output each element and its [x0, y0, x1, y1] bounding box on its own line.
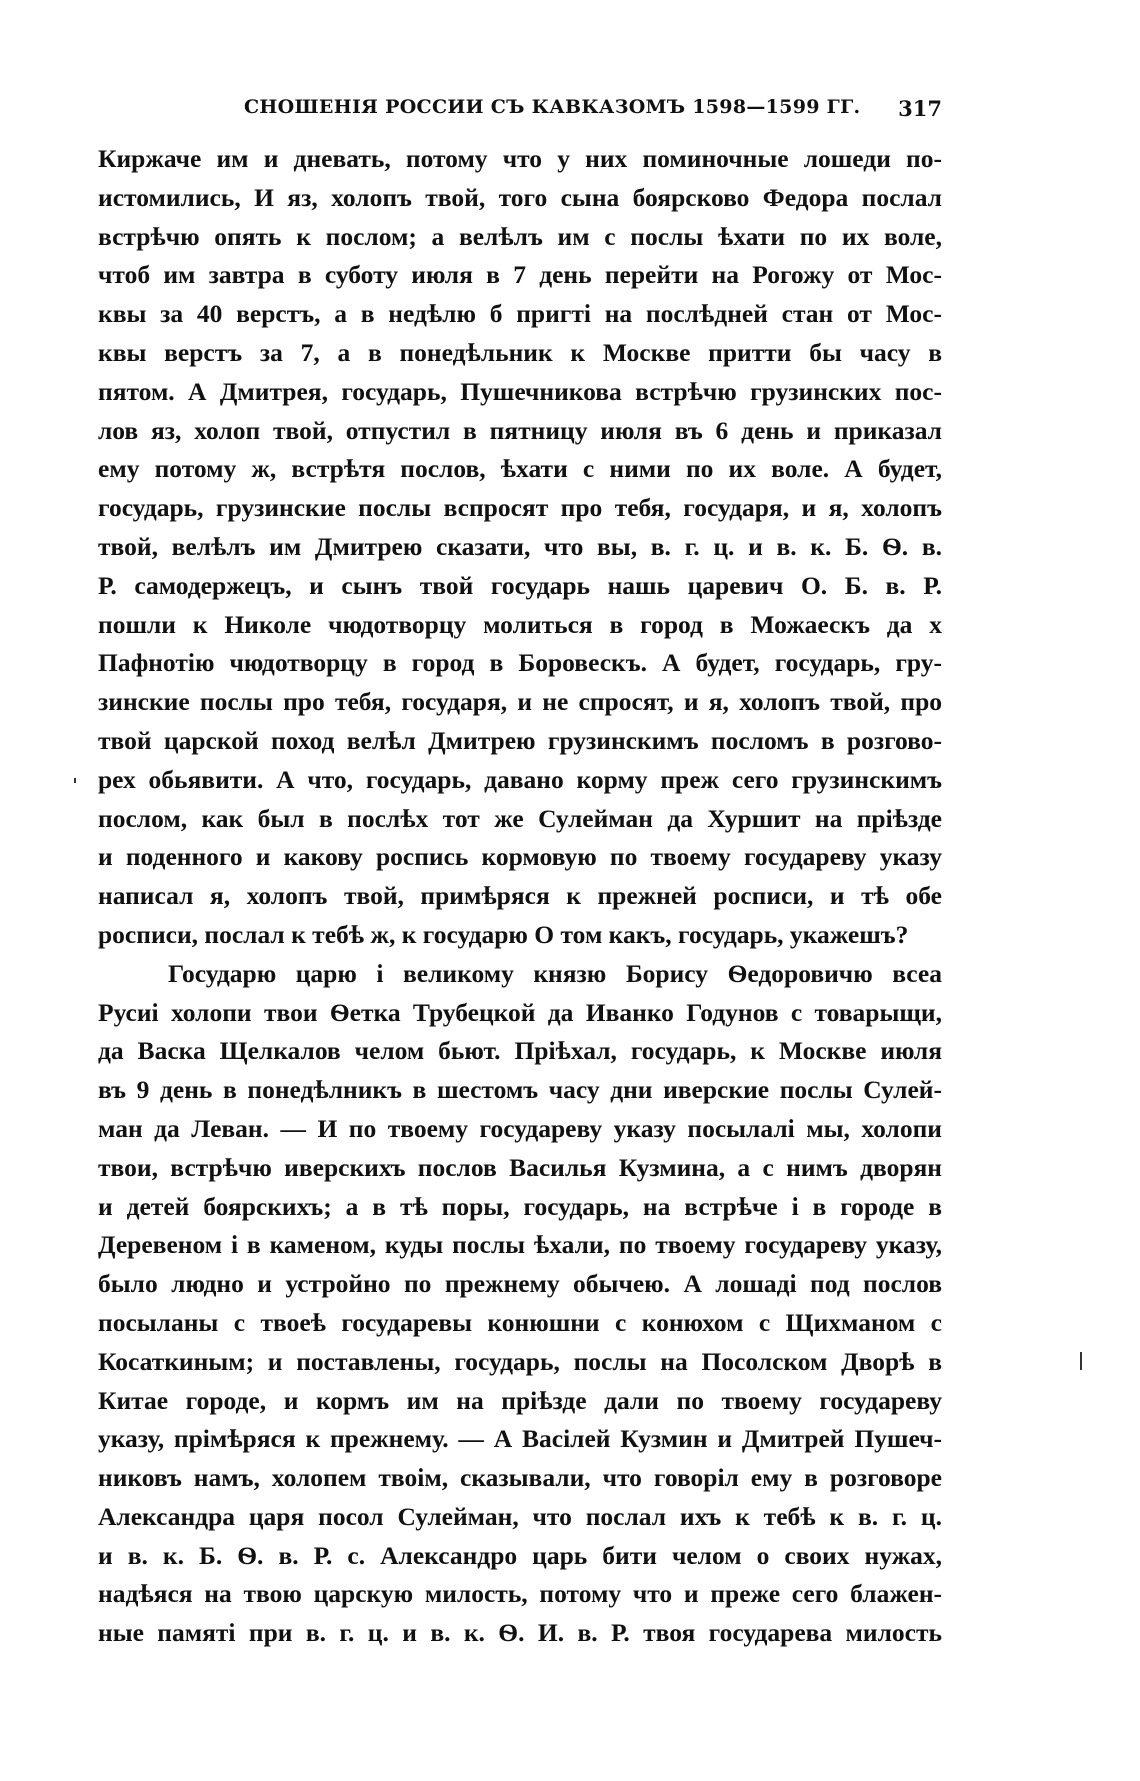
- text-line-13: пошли к Николе чюдотворцу молиться в город в Можаескъ да х: [98, 609, 942, 639]
- text-line-15: зинские послы про тебя, государя, и не спросят, и я, холопъ твой, про: [98, 687, 942, 717]
- text-line-27: твои, встрѣчю иверскихъ послов Василья Кузмина, а с нимъ дворян: [98, 1152, 942, 1182]
- text-line-5: квы за 40 верстъ, а в недѣлю б пригті на послѣдней стан от Мос-: [98, 299, 942, 329]
- text-line-6: квы верстъ за 7, а в понедѣльник к Москве притти бы часу в: [98, 337, 942, 367]
- text-line-25: въ 9 день в понедѣлникъ в шестомъ часу дни иверские послы Сулей-: [98, 1075, 942, 1105]
- text-line-7: пятом. А Дмитрея, государь, Пушечникова встрѣчю грузинских пос-: [98, 376, 942, 406]
- text-line-33: Китае городе, и кормъ им на прiѣзде дали по твоему государеву: [98, 1385, 942, 1415]
- text-line-23: Русиі холопи твои Ѳетка Трубецкой да Иванко Годунов с товарыщи,: [98, 997, 942, 1027]
- text-line-9: ему потому ж, встрѣтя послов, ѣхати с ними по их воле. А будет,: [98, 454, 942, 484]
- text-line-2: истомились, И яз, холопъ твой, того сына боярсково Федора послал: [98, 182, 942, 212]
- text-line-37: и в. к. Б. Ѳ. в. Р. с. Александро царь бити челом о своих нужах,: [98, 1540, 942, 1570]
- text-line-39: ные памяті при в. г. ц. и в. к. Ѳ. И. в. Р. твоя государева милость: [98, 1618, 942, 1648]
- text-line-1: Киржаче им и дневать, потому что у них поминочные лошеди по-: [98, 144, 942, 173]
- text-line-38: надѣяся на твою царскую милость, потому что и преже сего блажен-: [98, 1579, 942, 1609]
- text-line-35: никовъ намъ, холопем твоім, сказывали, что говорiл ему в розговоре: [98, 1463, 942, 1493]
- text-line-18: послом, как был в послѣх тот же Сулейман да Хуршит на прiѣзде: [98, 803, 942, 833]
- text-line-4: чтоб им завтра в суботу июля в 7 день перейти на Рогожу от Мос-: [98, 260, 942, 290]
- text-line-34: указу, прiмѣряся к прежнему. — А Васiлей Кузмин и Дмитрей Пушеч-: [98, 1424, 942, 1454]
- text-line-30: было людно и устройно по прежнему обычею. А лошаді под послов: [98, 1269, 942, 1299]
- text-line-17: рех обьявити. А что, государь, давано корму преж сего грузинскимъ: [98, 764, 942, 794]
- text-line-8: лов яз, холоп твой, отпустил в пятницу июля въ 6 день и приказал: [98, 415, 942, 445]
- margin-speck-right: [1080, 1352, 1082, 1370]
- text-line-10: государь, грузинские послы вспросят про тебя, государя, и я, холопъ: [98, 493, 942, 523]
- text-line-36: Александра царя посол Сулейман, что послал ихъ к тебѣ к в. г. ц.: [98, 1501, 942, 1531]
- text-line-31: посыланы с твоеѣ государевы конюшни с конюхом с Щихманом с: [98, 1307, 942, 1337]
- text-line-11: твой, велѣлъ им Дмитрею сказати, что вы, в. г. ц. и в. к. Б. Ѳ. в.: [98, 531, 942, 561]
- text-line-20: написал я, холопъ твой, примѣряся к прежней росписи, и тѣ обе: [98, 881, 942, 911]
- text-line-26: ман да Леван. — И по твоему государеву указу посылалі мы, холопи: [98, 1113, 942, 1143]
- text-line-29: Деревеном і в каменом, куды послы ѣхали, по твоему государеву указу,: [98, 1230, 942, 1260]
- text-line-28: и детей боярскихъ; а в тѣ поры, государь, на встрѣче і в городе в: [98, 1191, 942, 1221]
- text-line-22: Государю царю і великому князю Борису Ѳедоровичю всеа: [168, 958, 942, 988]
- page-number: 317: [898, 96, 942, 121]
- running-head: [98, 96, 942, 130]
- text-line-21: росписи, послал к тебѣ ж, к государю О том какъ, государь, укажешъ?: [98, 919, 909, 949]
- text-line-19: и поденного и какову роспись кормовую по твоему государеву указу: [98, 842, 942, 872]
- text-line-3: встрѣчю опять к послом; а велѣлъ им с послы ѣхати по их воле,: [98, 221, 942, 251]
- body-text: [98, 140, 942, 1653]
- text-line-16: твой царской поход велѣл Дмитрею грузинскимъ посломъ в розгово-: [98, 725, 942, 755]
- running-title: СНОШЕНІЯ РОССИИ СЪ КАВКАЗОМЪ 1598—1599 ГГ.: [244, 96, 861, 118]
- text-line-32: Косаткиным; и поставлены, государь, послы на Посолском Дворѣ в: [98, 1346, 942, 1376]
- text-line-24: да Васка Щелкалов челом бьют. Прiѣхал, государь, к Москве июля: [98, 1036, 942, 1066]
- margin-speck-left: [74, 778, 76, 783]
- text-line-12: Р. самодержецъ, и сынъ твой государь нашь царевич О. Б. в. Р.: [98, 570, 942, 600]
- text-line-14: Пафнотію чюдотворцу в город в Боровескъ. А будет, государь, гру-: [98, 648, 942, 678]
